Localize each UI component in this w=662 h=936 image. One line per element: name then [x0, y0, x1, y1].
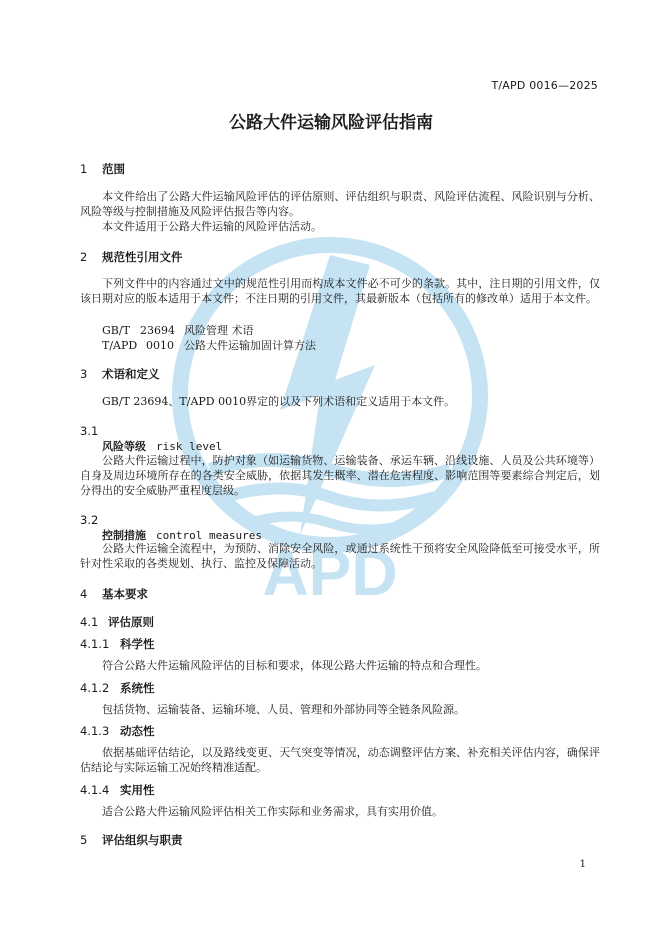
section-number: 1	[80, 162, 88, 176]
paragraph: 本文件给出了公路大件运输风险评估的评估原则、评估组织与职责、风险评估流程、风险识别与分析、风险等级与控制措施及风险评估报告等内容。	[80, 190, 600, 218]
subsection-number: 4.1.1	[80, 637, 110, 651]
subsection-number: 4.1.4	[80, 783, 110, 797]
subsection-number: 4.1.3	[80, 724, 110, 738]
section-title: 规范性引用文件	[102, 250, 183, 264]
section-title: 基本要求	[102, 587, 148, 601]
subsection-number: 4.1.2	[80, 681, 110, 695]
section-2-heading	[80, 249, 183, 265]
term-chinese: 风险等级	[102, 440, 146, 453]
subsection-4-1-heading	[80, 614, 154, 630]
subsection-4-1-2-heading	[80, 680, 155, 696]
subsection-title: 动态性	[120, 724, 155, 738]
section-number: 4	[80, 587, 88, 601]
watermark-text: APD	[262, 537, 398, 609]
paragraph: GB/T 23694、T/APD 0010界定的以及下列术语和定义适用于本文件。	[102, 395, 456, 408]
reference-name: 风险管理 术语	[184, 324, 254, 337]
normative-reference	[102, 337, 316, 353]
normative-reference	[102, 322, 254, 338]
reference-code: T/APD	[102, 339, 138, 352]
section-title: 范围	[102, 162, 125, 176]
subsection-title: 评估原则	[108, 615, 154, 629]
term-english: control measures	[156, 529, 262, 542]
term-number: 3.2	[80, 513, 99, 527]
subsection-4-1-4-heading	[80, 782, 155, 798]
subsection-title: 科学性	[120, 637, 155, 651]
subsection-4-1-1-heading	[80, 636, 155, 652]
paragraph: 符合公路大件运输风险评估的目标和要求，体现公路大件运输的特点和合理性。	[102, 659, 487, 672]
subsection-number: 4.1	[80, 615, 99, 629]
section-4-heading	[80, 586, 148, 602]
subsection-title: 实用性	[120, 783, 155, 797]
reference-name: 公路大件运输加固计算方法	[184, 339, 316, 352]
paragraph: 本文件适用于公路大件运输的风险评估活动。	[102, 220, 322, 233]
subsection-4-1-3-heading	[80, 723, 155, 739]
term-number: 3.1	[80, 424, 99, 438]
section-number: 3	[80, 367, 88, 381]
term-english: risk level	[156, 440, 223, 453]
reference-number: 0010	[146, 339, 174, 352]
section-3-heading	[80, 366, 160, 382]
section-5-heading	[80, 832, 183, 848]
paragraph: 适合公路大件运输风险评估相关工作实际和业务需求，具有实用价值。	[102, 805, 443, 818]
paragraph: 包括货物、运输装备、运输环境、人员、管理和外部协同等全链条风险源。	[102, 703, 465, 716]
paragraph: 依据基础评估结论，以及路线变更、天气突变等情况，动态调整评估方案、补充相关评估内容，确保评估结论与实际运输工况始终精准适配。	[80, 746, 600, 774]
section-title: 评估组织与职责	[102, 833, 183, 847]
reference-code: GB/T	[102, 324, 130, 337]
section-number: 2	[80, 250, 88, 264]
reference-number: 23694	[140, 324, 175, 337]
section-number: 5	[80, 833, 88, 847]
section-title: 术语和定义	[102, 367, 160, 381]
document-title: 公路大件运输风险评估指南	[229, 113, 433, 133]
term-chinese: 控制措施	[102, 529, 146, 542]
paragraph: 下列文件中的内容通过文中的规范性引用而构成本文件必不可少的条款。其中，注日期的引用文件，仅该日期对应的版本适用于本文件；不注日期的引用文件，其最新版本（包括所有的修改单）适用于本文件。	[80, 277, 600, 305]
section-1-heading	[80, 161, 125, 177]
document-code: T/APD 0016—2025	[491, 79, 598, 92]
page-number: 1	[579, 859, 586, 870]
term-heading	[102, 438, 222, 454]
term-definition: 公路大件运输全流程中，为预防、消除安全风险，或通过系统性干预将安全风险降低至可接受水平，所针对性采取的各类规划、执行、监控及保障活动。	[80, 542, 600, 570]
subsection-title: 系统性	[120, 681, 155, 695]
term-definition: 公路大件运输过程中，防护对象（如运输货物、运输装备、承运车辆、沿线设施、人员及公共环境等）自身及周边环境所存在的各类安全威胁，依据其发生概率、潜在危害程度、影响范围等要素综合判定后，划分得出的安全威胁严重程度层级。	[80, 454, 600, 497]
